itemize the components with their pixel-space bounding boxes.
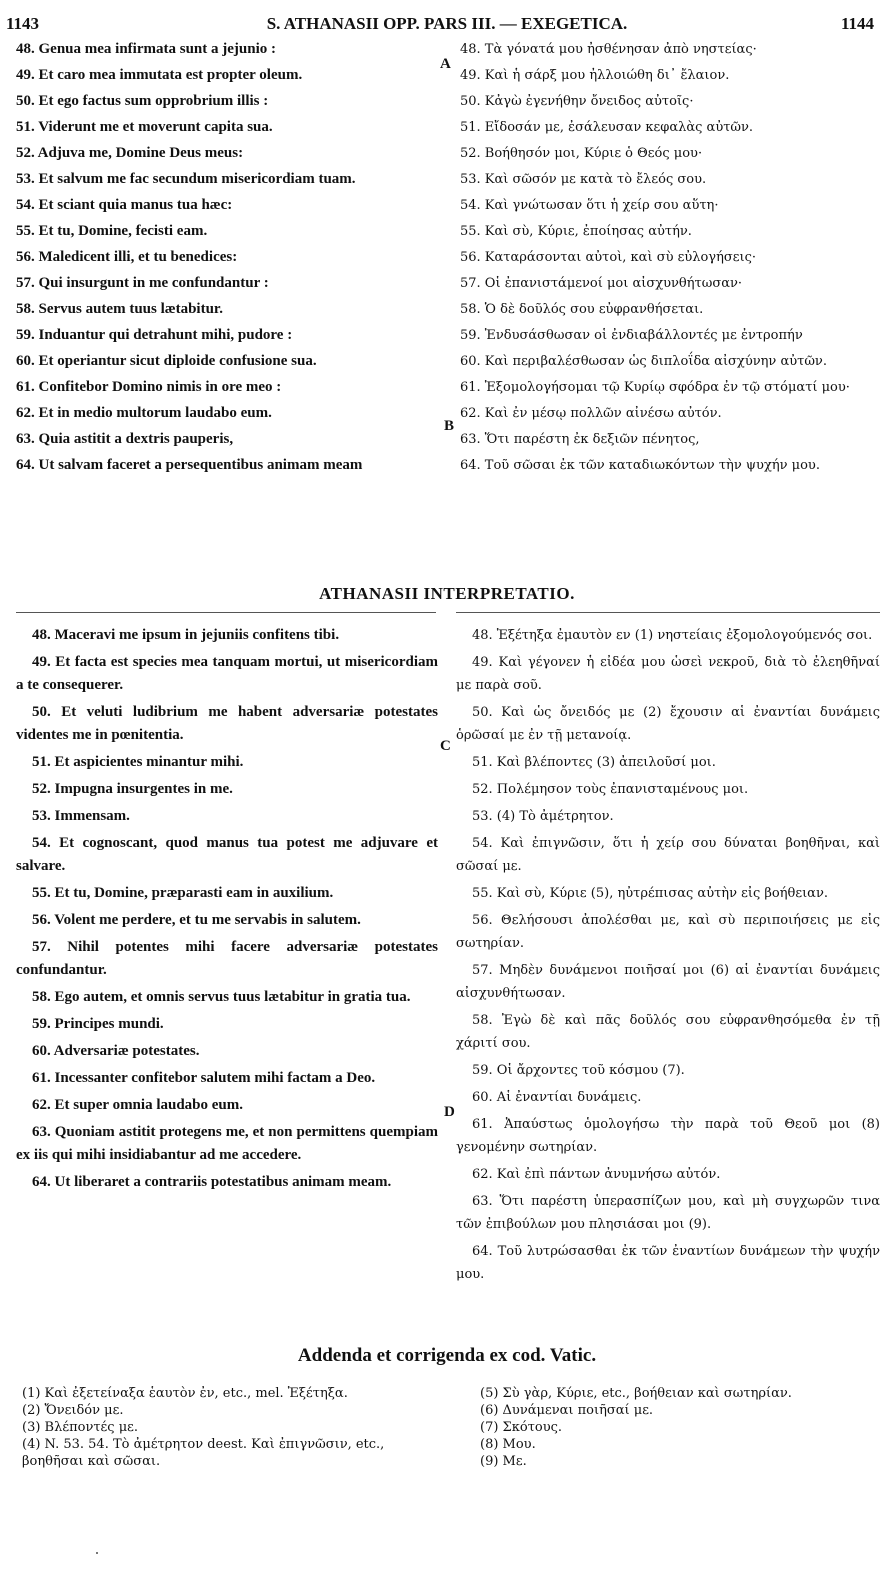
footnote: (2) Ὄνειδόν με.	[22, 1403, 124, 1418]
interp-greek-verse: 58. Ἐγὼ δὲ καὶ πᾶς δοῦλός σου εὐφρανθησόμεθα ἐν τῇ χάριτί σου.	[456, 1013, 880, 1051]
interpretatio-greek-column	[456, 624, 880, 1290]
footnotes-left	[22, 1385, 442, 1470]
addenda-title: Addenda et corrigenda ex cod. Vatic.	[297, 1345, 597, 1366]
psalm-greek-verse: 63. Ὅτι παρέστη ἐκ δεξιῶν πένητος,	[460, 432, 700, 447]
psalm-greek-column	[460, 38, 880, 578]
psalm-latin-verse: 49. Et caro mea immutata est propter oleum.	[16, 67, 303, 83]
interp-latin-verse: 58. Ego autem, et omnis servus tuus lætabitur in gratia tua.	[32, 989, 411, 1005]
psalm-greek-verse: 51. Εἴδοσάν με, ἐσάλευσαν κεφαλὰς αὐτῶν.	[460, 120, 754, 135]
footnote: (9) Με.	[480, 1454, 527, 1469]
interp-latin-verse: 63. Quoniam astitit protegens me, et non permittens quempiam ex iis qui mihi insidiabantur ad me accedere.	[16, 1124, 438, 1163]
page-number-left: 1143	[6, 14, 40, 33]
interp-greek-verse: 50. Καὶ ὡς ὄνειδός με (2) ἔχουσιν αἱ ἐναντίαι δυνάμεις ὁρῶσαί με ἐν τῇ μετανοίᾳ.	[456, 705, 880, 743]
psalm-latin-verse: 59. Induantur qui detrahunt mihi, pudore :	[16, 327, 293, 343]
footnotes-right	[480, 1385, 880, 1470]
interp-greek-verse: 64. Τοῦ λυτρώσασθαι ἐκ τῶν ἐναντίων δυνάμεων τὴν ψυχήν μου.	[456, 1244, 880, 1282]
interp-greek-verse: 61. Ἀπαύστως ὁμολογήσω τὴν παρὰ τοῦ Θεοῦ μοι (8) γενομένην σωτηρίαν.	[456, 1117, 880, 1155]
speck	[96, 1552, 98, 1554]
psalm-latin-verse: 55. Et tu, Domine, fecisti eam.	[16, 223, 208, 239]
psalm-latin-verse: 57. Qui insurgunt in me confundantur :	[16, 275, 269, 291]
interp-greek-verse: 55. Καὶ σὺ, Κύριε (5), ηὐτρέπισας αὐτὴν εἰς βοήθειαν.	[472, 886, 828, 901]
interp-latin-verse: 57. Nihil potentes mihi facere adversariæ potestates confundantur.	[16, 939, 438, 978]
interp-latin-verse: 48. Maceravi me ipsum in jejuniis confitens tibi.	[32, 627, 340, 643]
interp-latin-verse: 52. Impugna insurgentes in me.	[32, 781, 233, 797]
psalm-greek-verse: 49. Καὶ ἡ σάρξ μου ἠλλοιώθη δι᾽ ἔλαιον.	[460, 68, 730, 83]
footnote: (1) Καὶ ἐξετείναξα ἑαυτὸν ἐν, etc., mel. Ἐξέτηξα.	[22, 1386, 348, 1401]
psalm-latin-verse: 54. Et sciant quia manus tua hæc:	[16, 197, 233, 213]
psalm-latin-verse: 63. Quia astitit a dextris pauperis,	[16, 431, 234, 447]
interp-latin-verse: 53. Immensam.	[32, 808, 130, 824]
interp-greek-verse: 53. (4) Τὸ ἀμέτρητον.	[472, 809, 614, 824]
interp-greek-verse: 52. Πολέμησον τοὺς ἐπανισταμένους μοι.	[472, 782, 749, 797]
psalm-latin-verse: 52. Adjuva me, Domine Deus meus:	[16, 145, 244, 161]
interp-greek-verse: 48. Ἐξέτηξα ἐμαυτὸν εν (1) νηστείαις ἐξομολογούμενός σοι.	[472, 628, 873, 643]
interp-greek-verse: 57. Μηδὲν δυνάμενοι ποιῆσαί μοι (6) αἱ ἐναντίαι δυνάμεις αἰσχυνθήτωσαν.	[456, 963, 880, 1001]
psalm-greek-verse: 50. Κἀγὼ ἐγενήθην ὄνειδος αὐτοῖς·	[460, 94, 694, 109]
psalm-greek-verse: 58. Ὁ δὲ δοῦλός σου εὐφρανθήσεται.	[460, 302, 704, 317]
psalm-latin-verse: 51. Viderunt me et moverunt capita sua.	[16, 119, 273, 135]
margin-marker-c: C	[440, 738, 451, 754]
footnote: (7) Σκότους.	[480, 1420, 563, 1435]
footnote: (5) Σὺ γὰρ, Κύριε, etc., βοήθειαν καὶ σωτηρίαν.	[480, 1386, 792, 1401]
interp-greek-verse: 51. Καὶ βλέποντες (3) ἀπειλοῦσί μοι.	[472, 755, 716, 770]
psalm-latin-verse: 64. Ut salvam faceret a persequentibus animam meam	[16, 457, 363, 473]
psalm-greek-verse: 62. Καὶ ἐν μέσῳ πολλῶν αἰνέσω αὐτόν.	[460, 406, 722, 421]
psalm-latin-verse: 56. Maledicent illi, et tu benedices:	[16, 249, 238, 265]
psalm-greek-verse: 52. Βοήθησόν μοι, Κύριε ὁ Θεός μου·	[460, 146, 703, 161]
divider-right	[456, 612, 880, 613]
divider-left	[16, 612, 436, 613]
interp-latin-verse: 56. Volent me perdere, et tu me servabis in salutem.	[32, 912, 361, 928]
interp-latin-verse: 61. Incessanter confitebor salutem mihi factam a Deo.	[32, 1070, 376, 1086]
psalm-greek-verse: 61. Ἐξομολογήσομαι τῷ Κυρίῳ σφόδρα ἐν τῷ στόματί μου·	[460, 380, 850, 395]
interp-latin-verse: 62. Et super omnia laudabo eum.	[32, 1097, 244, 1113]
interp-greek-verse: 49. Καὶ γέγονεν ἡ εἰδέα μου ὡσεὶ νεκροῦ, διὰ τὸ ἐλεηθῆναί με παρὰ σοῦ.	[456, 655, 880, 693]
interp-latin-verse: 49. Et facta est species mea tanquam mortui, ut misericordiam a te consequerer.	[16, 654, 438, 693]
footnote: (4) N. 53. 54. Τὸ ἀμέτρητον deest. Καὶ ἐπιγνῶσιν, etc., βοηθῆσαι καὶ σῶσαι.	[22, 1437, 385, 1469]
psalm-greek-verse: 57. Οἱ ἐπανιστάμενοί μοι αἰσχυνθήτωσαν·	[460, 276, 743, 291]
footnote: (6) Δυνάμεναι ποιῆσαί με.	[480, 1403, 654, 1418]
footnote: (8) Μου.	[480, 1437, 536, 1452]
psalm-latin-verse: 60. Et operiantur sicut diploide confusione sua.	[16, 353, 317, 369]
psalm-greek-verse: 59. Ἐνδυσάσθωσαν οἱ ἐνδιαβάλλοντές με ἐντροπήν	[460, 328, 803, 343]
psalm-latin-verse: 50. Et ego factus sum opprobrium illis :	[16, 93, 269, 109]
interpretatio-latin-column	[16, 624, 438, 1198]
interp-greek-verse: 56. Θελήσουσι ἀπολέσθαι με, καὶ σὺ περιποιήσεις με εἰς σωτηρίαν.	[456, 913, 880, 951]
margin-marker-d: D	[444, 1104, 455, 1120]
interpretatio-title: ATHANASII INTERPRETATIO.	[319, 584, 575, 603]
psalm-latin-column	[16, 38, 436, 578]
interp-latin-verse: 64. Ut liberaret a contrariis potestatibus animam meam.	[32, 1174, 392, 1190]
margin-marker-b: B	[444, 418, 455, 434]
psalm-latin-verse: 53. Et salvum me fac secundum misericordiam tuam.	[16, 171, 356, 187]
psalm-latin-verse: 61. Confitebor Domino nimis in ore meo :	[16, 379, 282, 395]
psalm-latin-verse: 58. Servus autem tuus lætabitur.	[16, 301, 223, 317]
psalm-greek-verse: 55. Καὶ σὺ, Κύριε, ἐποίησας αὐτήν.	[460, 224, 692, 239]
psalm-greek-verse: 60. Καὶ περιβαλέσθωσαν ὡς διπλοΐδα αἰσχύνην αὐτῶν.	[460, 354, 827, 369]
margin-marker-a: A	[440, 56, 451, 72]
interp-greek-verse: 63. Ὅτι παρέστη ὑπερασπίζων μου, καὶ μὴ συγχωρῶν τινα τῶν ἐπιβούλων μου πλησιάσαι μοι (9).	[456, 1194, 880, 1232]
interp-latin-verse: 59. Principes mundi.	[32, 1016, 164, 1032]
interp-greek-verse: 59. Οἱ ἄρχοντες τοῦ κόσμου (7).	[472, 1063, 685, 1078]
psalm-latin-verse: 48. Genua mea infirmata sunt a jejunio :	[16, 41, 276, 57]
page-header	[0, 14, 894, 38]
psalm-latin-verse: 62. Et in medio multorum laudabo eum.	[16, 405, 272, 421]
interp-latin-verse: 60. Adversariæ potestates.	[32, 1043, 200, 1059]
page-number-right: 1144	[840, 14, 874, 33]
psalm-greek-verse: 53. Καὶ σῶσόν με κατὰ τὸ ἔλεός σου.	[460, 172, 707, 187]
running-title: S. ATHANASII OPP. PARS III. — EXEGETICA.	[266, 14, 628, 33]
interp-greek-verse: 60. Αἱ ἐναντίαι δυνάμεις.	[472, 1090, 642, 1105]
psalm-greek-verse: 64. Τοῦ σῶσαι ἐκ τῶν καταδιωκόντων τὴν ψυχήν μου.	[460, 458, 820, 473]
interp-latin-verse: 50. Et veluti ludibrium me habent adversariæ potestates videntes me in pœnitentia.	[16, 704, 438, 743]
interp-greek-verse: 62. Καὶ ἐπὶ πάντων ἀνυμνήσω αὐτόν.	[472, 1167, 721, 1182]
psalm-greek-verse: 48. Τὰ γόνατά μου ἠσθένησαν ἀπὸ νηστείας·	[460, 42, 757, 57]
footnote: (3) Βλέποντές με.	[22, 1420, 139, 1435]
psalm-greek-verse: 56. Καταράσονται αὐτοὶ, καὶ σὺ εὐλογήσεις·	[460, 250, 756, 265]
interp-latin-verse: 55. Et tu, Domine, præparasti eam in auxilium.	[32, 885, 334, 901]
interp-greek-verse: 54. Καὶ ἐπιγνῶσιν, ὅτι ἡ χείρ σου δύναται βοηθῆναι, καὶ σῶσαί με.	[456, 836, 880, 874]
psalm-greek-verse: 54. Καὶ γνώτωσαν ὅτι ἡ χείρ σου αὕτη·	[460, 198, 719, 213]
interp-latin-verse: 51. Et aspicientes minantur mihi.	[32, 754, 244, 770]
interp-latin-verse: 54. Et cognoscant, quod manus tua potest me adjuvare et salvare.	[16, 835, 438, 874]
